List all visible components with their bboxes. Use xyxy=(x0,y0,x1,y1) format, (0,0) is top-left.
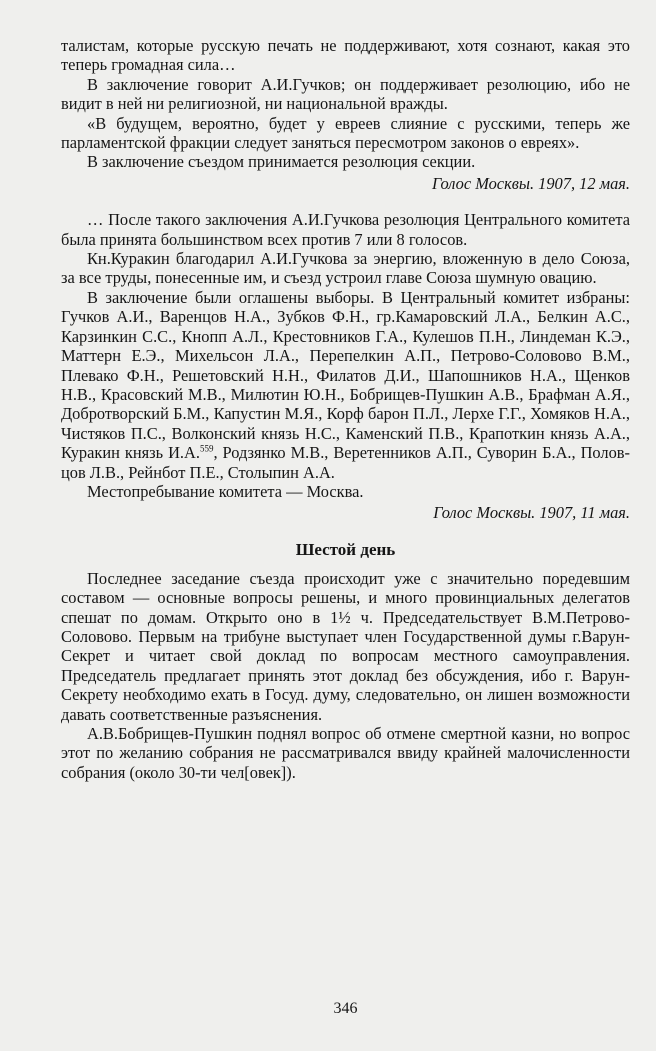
section-heading: Шестой день xyxy=(295,539,396,559)
source-citation: Голос Москвы. 1907, 12 мая. xyxy=(432,173,630,193)
names-list-tail: , Родзянко М.В., Веретенников А.П., Суворин Б.А., Половцов Л.В., Рейнбот П.Е., Столыпин А.А. xyxy=(61,443,630,482)
paragraph: талистам, которые русскую печать не поддерживают, хотя сознают, какая это теперь громадная сила… xyxy=(61,36,630,75)
spacer xyxy=(61,523,630,540)
paragraph: Кн.Куракин благодарил А.И.Гучкова за энергию, вложенную в дело Союза, за все труды, понесенные им, и съезд устроил главе Союза шумную овацию. xyxy=(61,249,630,288)
paragraph: … После такого заключения А.И.Гучкова резолюция Центрального комитета была принята большинством всех против 7 или 8 голосов. xyxy=(61,210,630,249)
paragraph: Местопребывание комитета — Москва. xyxy=(87,481,364,501)
paragraph: В заключение съездом принимается резолюция секции. xyxy=(87,152,476,172)
quotation: «В будущем, вероятно, будет у евреев слияние с русскими, теперь же парламентской фракции следует заняться пересмотром законов о евреях». xyxy=(61,113,630,153)
page-number: 346 xyxy=(333,1000,358,1017)
spacer xyxy=(61,193,630,210)
paragraph: В заключение говорит А.И.Гучков; он поддерживает резолюцию, ибо не видит в ней ни религиозной, ни национальной вражды. xyxy=(61,74,630,114)
paragraph: А.В.Бобрищев-Пушкин поднял вопрос об отмене смертной казни, но вопрос этот по желанию собрания не рассматривался ввиду крайней малочисленности собрания (около 30-ти чел[овек]). xyxy=(61,724,630,782)
footnote-reference: 559 xyxy=(199,443,214,454)
paragraph: Последнее заседание съезда происходит уже с значительно поредевшим составом — основные вопросы решены, и много провинциальных делегатов спешат по домам. Открыто оно в 1½ ч. Председательствует В.М.Петрово-Соловово. Первым на трибуне выступает член Государственной думы г.Варун-Секрет и читает свой доклад по вопросам местного самоуправления. Председатель предлагает принять этот доклад без обсуждения, ибо г. Варун-Секрету необходимо ехать в Госуд. думу, следовательно, он лишен возможности давать соответственные разъяснения. xyxy=(61,568,630,724)
source-citation: Голос Москвы. 1907, 11 мая. xyxy=(433,503,630,523)
names-list: В заключение были оглашены выборы. В Центральный комитет избраны: Гучков А.И., Варенцов Н.А., Зубков Ф.Н., гр.Камаровский Л.А., Белкин А.С., Карзинкин С.С., Кнопп А.Л., Крестовников Г.А., Кулешов П.Н., Линдеман К.Э., Маттерн Е.Э., Михельсон Л.А., Перепелкин А.П., Петрово-Соловово В.М., Плевако Ф.Н., Решетовский Н.Н., Филатов Д.И., Шапошников Н.А., Щенков Н.В., Красовский М.В., Милютин Ю.Н., Бобрищев-Пушкин А.В., Брафман А.Я., Добротворский Б.М., Капустин М.Я., Корф барон П.Л., Лерхе Г.Г., Хомяков Н.А., Чистяков П.С., Волконский князь Н.С., Каменский П.В., Крапоткин князь А.А., Куракин князь И.А. xyxy=(61,287,630,463)
elected-members-paragraph xyxy=(61,288,630,482)
spacer xyxy=(61,560,630,569)
